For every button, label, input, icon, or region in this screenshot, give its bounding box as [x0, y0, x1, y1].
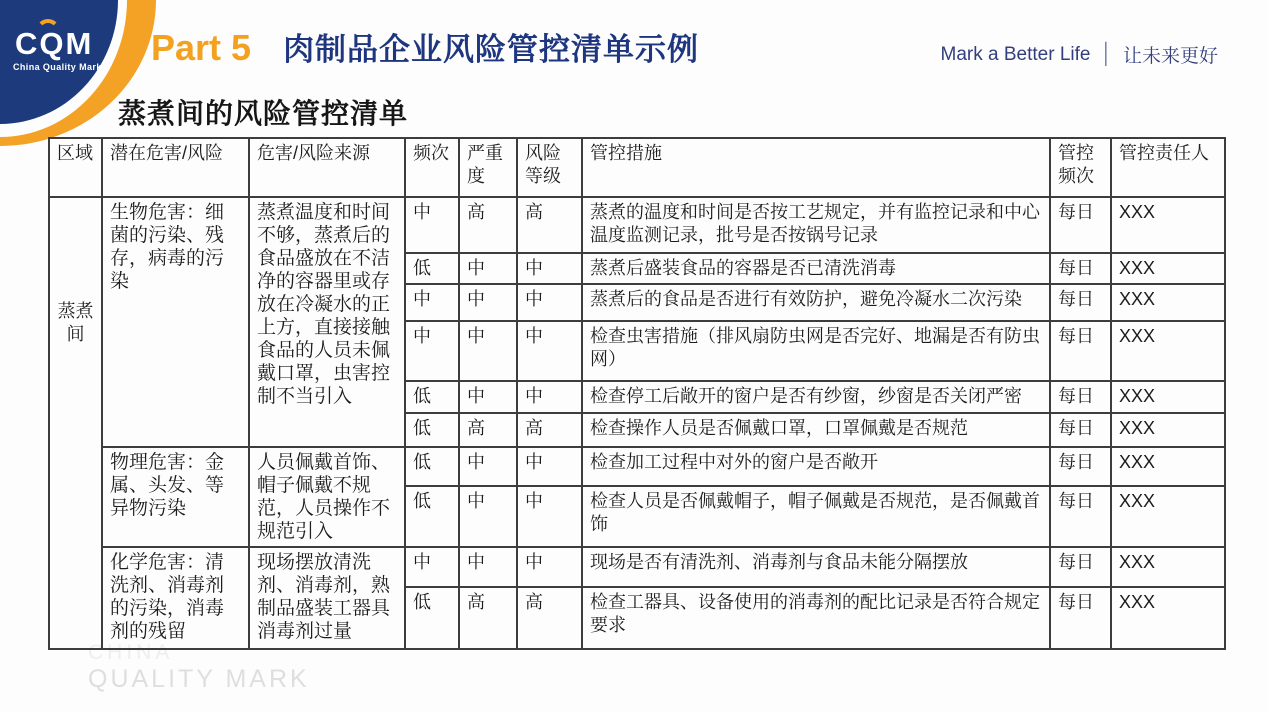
col-header-measures: 管控措施: [582, 138, 1050, 197]
severity-cell: 高: [459, 197, 517, 253]
severity-cell: 高: [459, 587, 517, 649]
risk-level-cell: 中: [517, 447, 582, 486]
col-header-source: 危害/风险来源: [249, 138, 405, 197]
part-label: Part 5: [151, 27, 252, 68]
measure-cell: 蒸煮后盛装食品的容器是否已清洗消毒: [582, 253, 1050, 284]
tagline-en: Mark a Better Life: [940, 43, 1091, 65]
section-subtitle: 蒸煮间的风险管控清单: [118, 98, 409, 129]
severity-cell: 中: [459, 284, 517, 321]
logo-subtext: China Quality Mark: [13, 62, 102, 72]
owner-cell: XXX: [1111, 253, 1225, 284]
measure-cell: 蒸煮的温度和时间是否按工艺规定，并有监控记录和中心温度监测记录，批号是否按锅号记录: [582, 197, 1050, 253]
severity-cell: 中: [459, 547, 517, 587]
measure-cell: 检查操作人员是否佩戴口罩，口罩佩戴是否规范: [582, 413, 1050, 447]
owner-cell: XXX: [1111, 321, 1225, 381]
owner-cell: XXX: [1111, 447, 1225, 486]
risk-level-cell: 高: [517, 413, 582, 447]
measure-cell: 现场是否有清洗剂、消毒剂与食品未能分隔摆放: [582, 547, 1050, 587]
control-frequency-cell: 每日: [1050, 447, 1111, 486]
risk-level-cell: 高: [517, 587, 582, 649]
severity-cell: 中: [459, 486, 517, 547]
source-cell: 人员佩戴首饰、帽子佩戴不规范，人员操作不规范引入: [249, 447, 405, 547]
severity-cell: 中: [459, 447, 517, 486]
frequency-cell: 低: [405, 413, 459, 447]
table-header-row: [49, 138, 1225, 197]
frequency-cell: 低: [405, 381, 459, 413]
measure-cell: 蒸煮后的食品是否进行有效防护，避免冷凝水二次污染: [582, 284, 1050, 321]
control-frequency-cell: 每日: [1050, 486, 1111, 547]
severity-cell: 中: [459, 253, 517, 284]
frequency-cell: 中: [405, 547, 459, 587]
measure-cell: 检查人员是否佩戴帽子，帽子佩戴是否规范，是否佩戴首饰: [582, 486, 1050, 547]
control-frequency-cell: 每日: [1050, 413, 1111, 447]
watermark: [88, 642, 310, 692]
severity-cell: 中: [459, 321, 517, 381]
tagline-separator: │: [1100, 43, 1113, 65]
risk-level-cell: 中: [517, 321, 582, 381]
control-frequency-cell: 每日: [1050, 381, 1111, 413]
owner-cell: XXX: [1111, 197, 1225, 253]
risk-level-cell: 高: [517, 197, 582, 253]
watermark-line2: QUALITY MARK: [88, 665, 310, 693]
col-header-risk-level: 风险等级: [517, 138, 582, 197]
col-header-hazard: 潜在危害/风险: [102, 138, 249, 197]
owner-cell: XXX: [1111, 381, 1225, 413]
brand-tagline: [941, 41, 1218, 68]
logo-acronym: CQM: [15, 26, 94, 61]
measure-cell: 检查工器具、设备使用的消毒剂的配比记录是否符合规定要求: [582, 587, 1050, 649]
risk-level-cell: 中: [517, 547, 582, 587]
measure-cell: 检查虫害措施（排风扇防虫网是否完好、地漏是否有防虫网）: [582, 321, 1050, 381]
severity-cell: 中: [459, 381, 517, 413]
frequency-cell: 中: [405, 197, 459, 253]
frequency-cell: 中: [405, 321, 459, 381]
watermark-line1: CHINA: [88, 641, 174, 664]
hazard-cell: 化学危害：清洗剂、消毒剂的污染，消毒剂的残留: [102, 547, 249, 649]
control-frequency-cell: 每日: [1050, 587, 1111, 649]
owner-cell: XXX: [1111, 284, 1225, 321]
severity-cell: 高: [459, 413, 517, 447]
risk-control-table: [48, 137, 1226, 650]
page-title: 肉制品企业风险管控清单示例: [283, 32, 700, 67]
control-frequency-cell: 每日: [1050, 284, 1111, 321]
owner-cell: XXX: [1111, 587, 1225, 649]
table-row: [49, 197, 1225, 253]
tagline-zh: 让未来更好: [1122, 46, 1218, 67]
table-row: [49, 447, 1225, 486]
measure-cell: 检查停工后敞开的窗户是否有纱窗，纱窗是否关闭严密: [582, 381, 1050, 413]
table-row: [49, 547, 1225, 587]
risk-level-cell: 中: [517, 253, 582, 284]
risk-level-cell: 中: [517, 486, 582, 547]
frequency-cell: 低: [405, 447, 459, 486]
hazard-cell: 生物危害：细菌的污染、残存，病毒的污染: [102, 197, 249, 447]
control-frequency-cell: 每日: [1050, 321, 1111, 381]
frequency-cell: 低: [405, 486, 459, 547]
frequency-cell: 低: [405, 587, 459, 649]
control-frequency-cell: 每日: [1050, 197, 1111, 253]
headline: [151, 24, 699, 69]
col-header-owner: 管控责任人: [1111, 138, 1225, 197]
source-cell: 现场摆放清洗剂、消毒剂，熟制品盛装工器具消毒剂过量: [249, 547, 405, 649]
hazard-cell: 物理危害：金属、头发、等异物污染: [102, 447, 249, 547]
col-header-frequency: 频次: [405, 138, 459, 197]
owner-cell: XXX: [1111, 413, 1225, 447]
measure-cell: 检查加工过程中对外的窗户是否敞开: [582, 447, 1050, 486]
owner-cell: XXX: [1111, 486, 1225, 547]
frequency-cell: 中: [405, 284, 459, 321]
area-cell: 蒸煮间: [49, 197, 102, 649]
risk-level-cell: 中: [517, 284, 582, 321]
frequency-cell: 低: [405, 253, 459, 284]
col-header-control-frequency: 管控频次: [1050, 138, 1111, 197]
control-frequency-cell: 每日: [1050, 547, 1111, 587]
source-cell: 蒸煮温度和时间不够，蒸煮后的食品盛放在不洁净的容器里或存放在冷凝水的正上方，直接接触食品的人员未佩戴口罩，虫害控制不当引入: [249, 197, 405, 447]
col-header-area: 区域: [49, 138, 102, 197]
risk-level-cell: 中: [517, 381, 582, 413]
owner-cell: XXX: [1111, 547, 1225, 587]
col-header-severity: 严重度: [459, 138, 517, 197]
control-frequency-cell: 每日: [1050, 253, 1111, 284]
